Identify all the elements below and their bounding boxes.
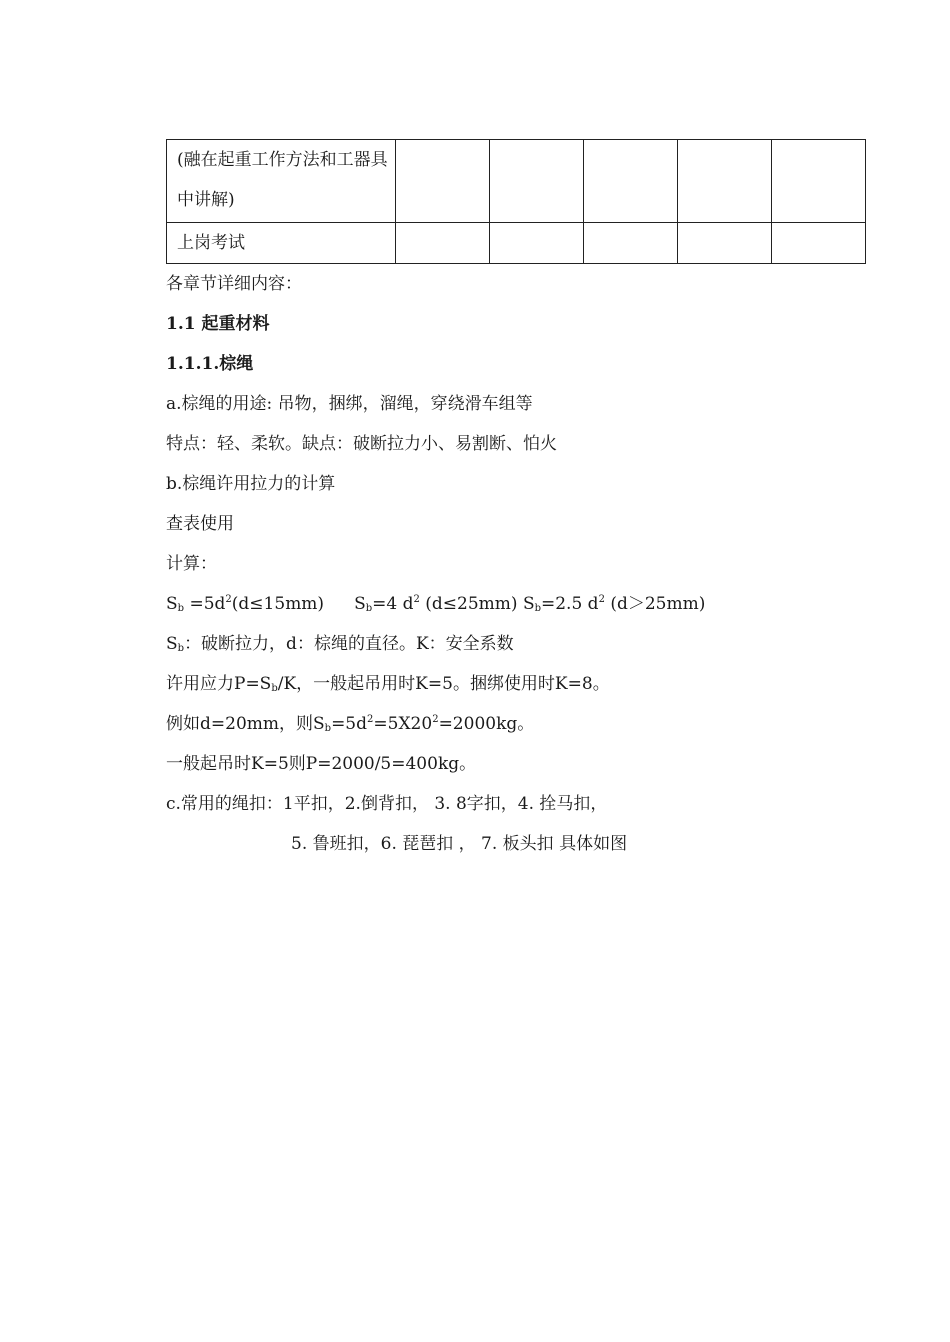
allowable-text: 许用应力P=S [166, 674, 272, 694]
allowable-stress-line [166, 664, 866, 704]
superscript: 2 [598, 594, 605, 605]
formula-part: (d≤15mm) [231, 594, 325, 614]
table-cell [678, 140, 772, 223]
table-cell [490, 223, 584, 264]
table-cell [772, 223, 866, 264]
example-text: =5X20 [373, 714, 433, 734]
table-cell [678, 223, 772, 264]
formula-symbol: S [166, 594, 178, 614]
formula-part: (d≤25mm) [419, 594, 523, 614]
training-schedule-table [166, 139, 866, 264]
example-line [166, 704, 866, 744]
calc-title: b.棕绳许用拉力的计算 [166, 474, 336, 494]
table-row [167, 140, 866, 223]
usage-text: a.棕绳的用途: 吊物，捆绑，溜绳，穿绕滑车组等 [166, 394, 533, 414]
lookup-text: 查表使用 [166, 514, 234, 534]
table-cell [490, 140, 584, 223]
section-heading: 1.1 起重材料 [166, 314, 270, 334]
table-cell: 上岗考试 [167, 223, 396, 264]
table-cell [584, 223, 678, 264]
formula-part: =5d [184, 594, 226, 614]
table-cell [396, 140, 490, 223]
superscript: 2 [413, 594, 420, 605]
formula-symbol: S [354, 594, 366, 614]
formula-part: =2.5 d [541, 594, 599, 614]
subsection-heading: 1.1.1.棕绳 [166, 354, 254, 374]
allowable-text: /K，一般起吊用时K=5。捆绑使用时K=8。 [277, 674, 610, 694]
intro-text: 各章节详细内容： [166, 274, 302, 294]
lifting-text: 一般起吊时K=5则P=2000/5=400kg。 [166, 754, 477, 774]
formula-symbol: S [166, 634, 178, 654]
calc-label: 计算： [166, 554, 217, 574]
definition-text: ：破断拉力，d：棕绳的直径。K：安全系数 [184, 634, 514, 654]
example-text: 例如d=20mm，则S [166, 714, 325, 734]
subscript: b [324, 723, 332, 734]
knots-text-continued: 5. 鲁班扣，6. 琵琶扣 ， 7. 板头扣 具体如图 [291, 834, 628, 854]
formula-line [166, 584, 866, 624]
subscript: b [271, 683, 278, 694]
knots-text: c.常用的绳扣：1平扣，2.倒背扣， 3. 8字扣，4. 拴马扣， [166, 794, 608, 814]
table-row [167, 223, 866, 264]
chapter-content [166, 264, 866, 864]
table-cell: (融在起重工作方法和工器具中讲解) [167, 140, 396, 223]
subscript: b [365, 603, 373, 614]
formula-symbol: S [522, 594, 535, 614]
superscript: 2 [367, 714, 374, 725]
definition-line [166, 624, 866, 664]
table-cell [396, 223, 490, 264]
table-cell [584, 140, 678, 223]
features-text: 特点：轻、柔软。缺点：破断拉力小、易割断、怕火 [166, 434, 557, 454]
formula-part: (d＞25mm) [604, 594, 706, 614]
subscript: b [177, 643, 185, 654]
example-text: =2000kg。 [438, 714, 535, 734]
superscript: 2 [432, 714, 439, 725]
superscript: 2 [225, 594, 232, 605]
table-cell [772, 140, 866, 223]
example-text: =5d [331, 714, 368, 734]
subscript: b [534, 603, 541, 614]
subscript: b [177, 603, 185, 614]
formula-part: =4 d [372, 594, 414, 614]
